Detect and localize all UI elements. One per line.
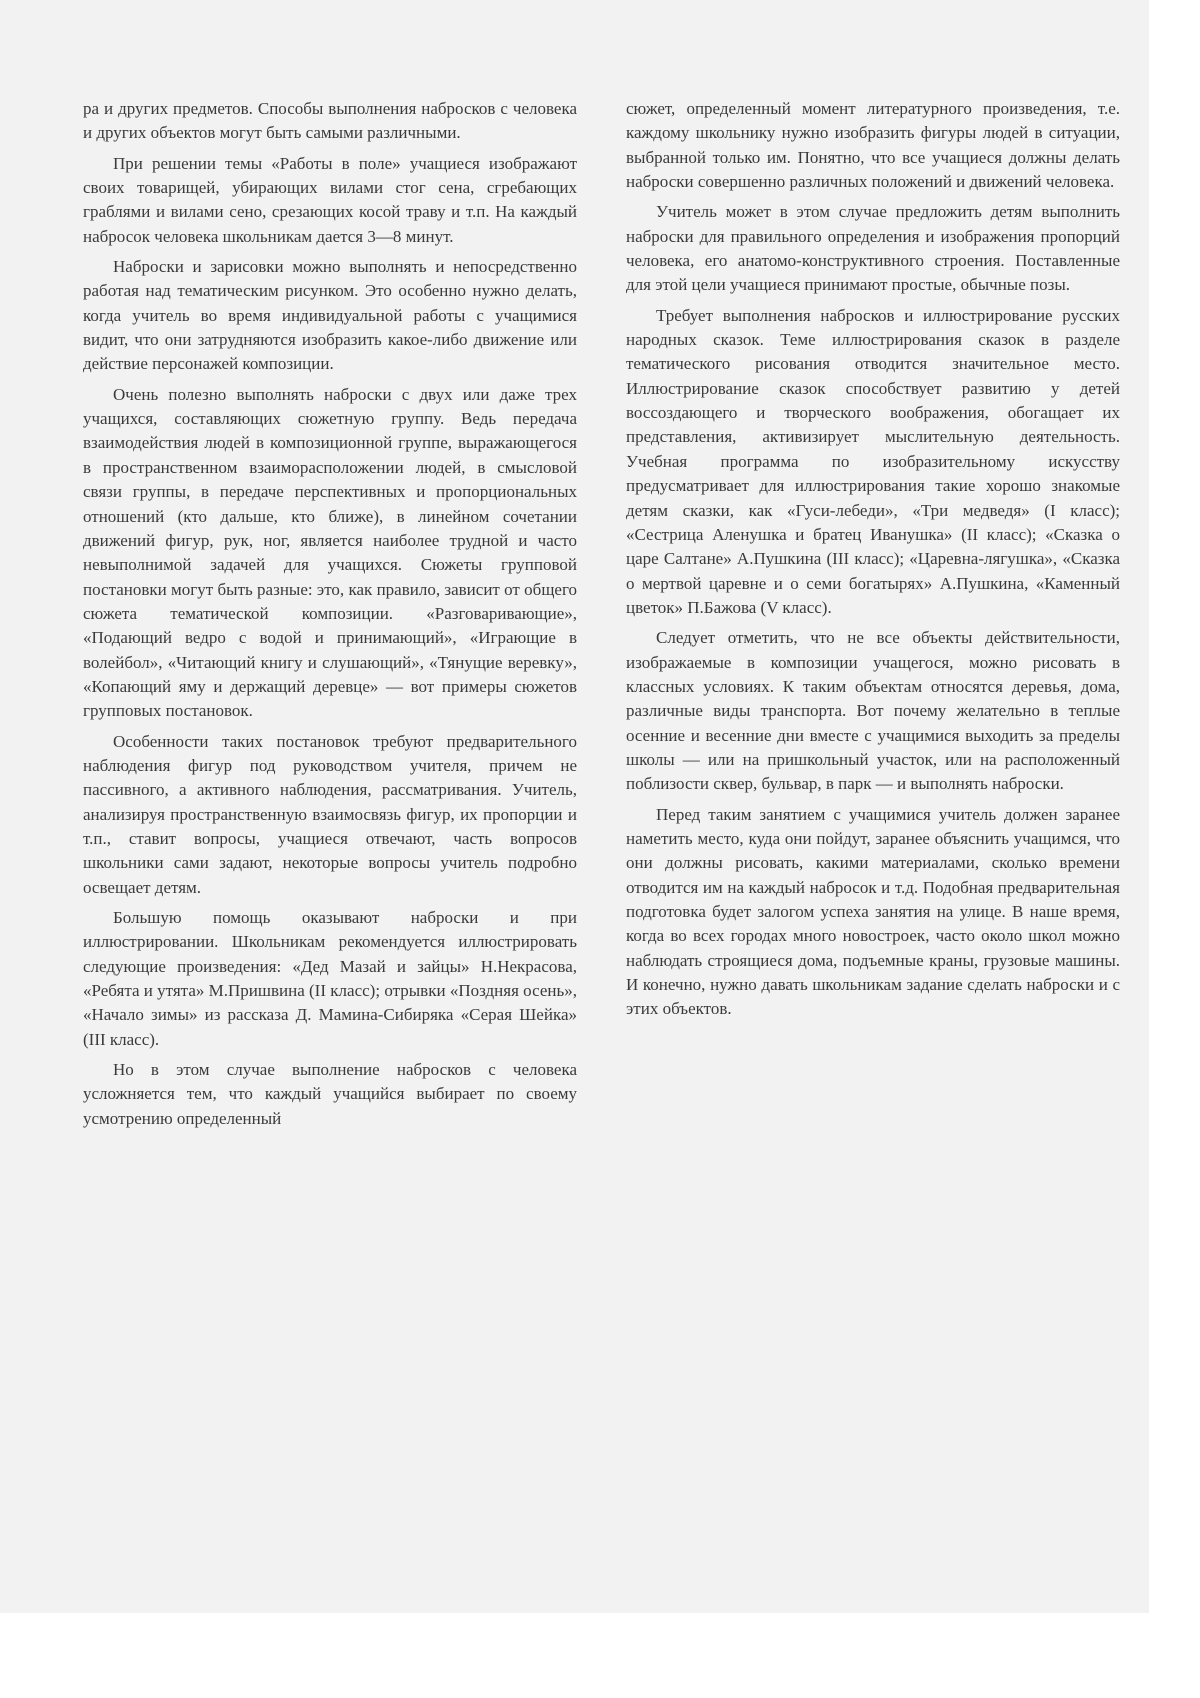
left-text-column [83,97,577,1137]
paragraph: Учитель может в этом случае предложить детям выполнить наброски для правильного определения и изображения пропорций человека, его анатомо-конструктивного строения. Поставленные для этой цели учащиеся принимают простые, обычные позы. [626,202,1120,295]
right-text-column [626,97,1120,1028]
paragraph: Особенности таких постановок требуют предварительного наблюдения фигур под руководством учителя, причем не пассивного, а активного наблюдения, рассматривания. Учитель, анализируя пространственную взаимосвязь фигур, их пропорции и т.п., ставит вопросы, учащиеся отвечают, часть вопросов школьники сами задают, некоторые вопросы учитель подробно освещает детям. [83,731,577,897]
paragraph: Наброски и зарисовки можно выполнять и непосредственно работая над тематическим рисунком. Это особенно нужно делать, когда учитель во время индивидуальной работы с учащимися видит, что они затрудняются изобразить какое-либо движение или действие персонажей композиции. [83,257,577,374]
paragraph: Требует выполнения набросков и иллюстрирование русских народных сказок. Теме иллюстрирования сказок в разделе тематического рисования отводится значительное место. Иллюстрирование сказок способствует развитию у детей воссоздающего и творческого воображения, обогащает их представления, активизирует мыслительную деятельность. Учебная программа по изобразительному искусству предусматривает для иллюстрирования такие хорошо знакомые детям сказки, как «Гуси-лебеди», «Три медведя» (I класс); «Сестрица Аленушка и братец Иванушка» (II класс); «Сказка о царе Салтане» А.Пушкина (III класс); «Царевна-лягушка», «Сказка о мертвой царевне и о семи богатырях» А.Пушкина, «Каменный цветок» П.Бажова (V класс). [626,305,1120,617]
paragraph: Но в этом случае выполнение набросков с человека усложняется тем, что каждый учащийся выбирает по своему усмотрению определенный [83,1060,577,1128]
paragraph: При решении темы «Работы в поле» учащиеся изображают своих товарищей, убирающих вилами стог сена, сгребающих граблями и вилами сено, срезающих косой траву и т.п. На каждый набросок человека школьникам дается 3—8 минут. [83,153,577,246]
paragraph: Очень полезно выполнять наброски с двух или даже трех учащихся, составляющих сюжетную группу. Ведь передача взаимодействия людей в композиционной группе, выражающегося в пространственном взаиморасположении людей, в смысловой связи группы, в передаче перспективных и пропорциональных отношений (кто дальше, кто ближе), в линейном сочетании движений фигур, рук, ног, является наиболее трудной и часто невыполнимой задачей для учащихся. Сюжеты групповой постановки могут быть разные: это, как правило, зависит от общего сюжета тематической композиции. «Разговаривающие», «Подающий ведро с водой и принимающий», «Играющие в волейбол», «Читающий книгу и слушающий», «Тянущие веревку», «Копающий яму и держащий деревце» — вот примеры сюжетов групповых постановок. [83,384,577,721]
paragraph: Перед таким занятием с учащимися учитель должен заранее наметить место, куда они пойдут, заранее объяснить учащимся, что они должны рисовать, какими материалами, сколько времени отводится им на каждый набросок и т.д. Подобная предварительная подготовка будет залогом успеха занятия на улице. В наше время, когда во всех городах много новостроек, часто около школ можно наблюдать строящиеся дома, подъемные краны, грузовые машины. И конечно, нужно давать школьникам задание сделать наброски и с этих объектов. [626,804,1120,1019]
paragraph: сюжет, определенный момент литературного произведения, т.е. каждому школьнику нужно изобразить фигуры людей в ситуации, выбранной только им. Понятно, что все учащиеся должны делать наброски совершенно различных положений и движений человека. [626,99,1120,192]
paragraph: Большую помощь оказывают наброски и при иллюстрировании. Школьникам рекомендуется иллюстрировать следующие произведения: «Дед Мазай и зайцы» Н.Некрасова, «Ребята и утята» М.Пришвина (II класс); отрывки «Поздняя осень», «Начало зимы» из рассказа Д. Мамина-Сибиряка «Серая Шейка» (III класс). [83,908,577,1049]
paragraph: Следует отметить, что не все объекты действительности, изображаемые в композиции учащегося, можно рисовать в классных условиях. К таким объектам относятся деревья, дома, различные виды транспорта. Вот почему желательно в теплые осенние и весенние дни вместе с учащимися выходить за пределы школы — или на пришкольный участок, или на расположенный поблизости сквер, бульвар, в парк — и выполнять наброски. [626,628,1120,794]
page-margin-strip [1149,0,1200,1613]
paragraph: ра и других предметов. Способы выполнения набросков с человека и других объектов могут быть самыми различными. [83,99,577,143]
